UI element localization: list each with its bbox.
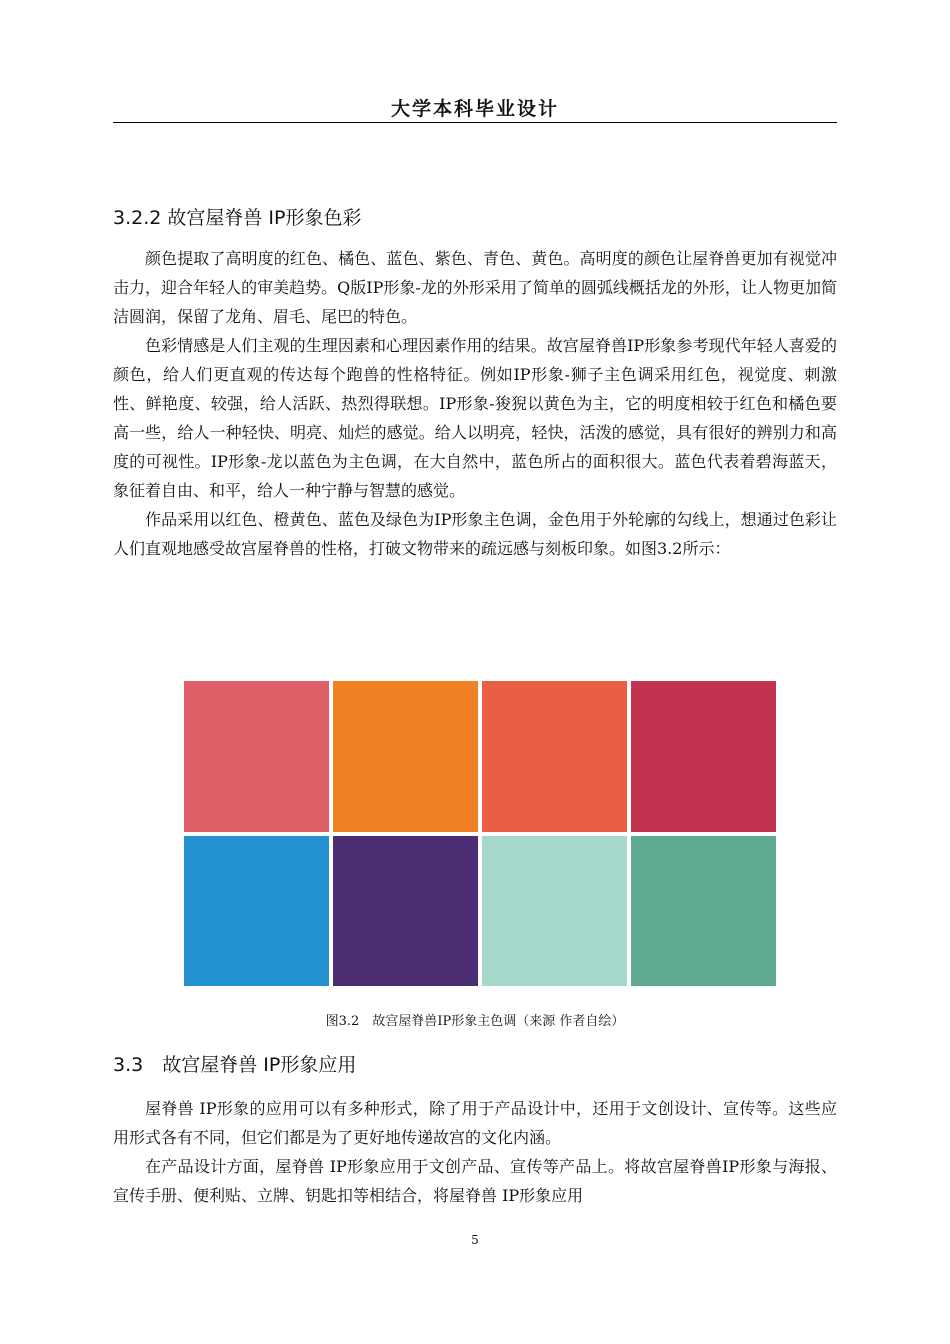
section-3-2-2-body xyxy=(113,244,837,563)
paragraph: 颜色提取了高明度的红色、橘色、蓝色、紫色、青色、黄色。高明度的颜色让屋脊兽更加有视觉冲击力，迎合年轻人的审美趋势。Q版IP形象-龙的外形采用了简单的圆弧线概括龙的外形，让人物更加简洁圆润，保留了龙角、眉毛、尾巴的特色。 xyxy=(113,249,837,326)
swatch-mint xyxy=(482,836,627,987)
swatch-orange xyxy=(333,681,478,832)
paragraph: 屋脊兽 IP形象的应用可以有多种形式，除了用于产品设计中，还用于文创设计、宣传等。这些应用形式各有不同，但它们都是为了更好地传递故宫的文化内涵。 xyxy=(113,1099,837,1147)
swatch-red xyxy=(184,681,329,832)
swatch-blue xyxy=(184,836,329,987)
swatch-teal-green xyxy=(631,836,776,987)
page-number: 5 xyxy=(471,1233,479,1247)
section-heading-3-3: 3.3 故宫屋脊兽 IP形象应用 xyxy=(113,1054,357,1076)
paragraph: 色彩情感是人们主观的生理因素和心理因素作用的结果。故宫屋脊兽IP形象参考现代年轻人喜爱的颜色，给人们更直观的传达每个跑兽的性格特征。例如IP形象-狮子主色调采用红色，视觉度、刺激性、鲜艳度、较强，给人活跃、热烈得联想。IP形象-狻猊以黄色为主，它的明度相较于红色和橘色要高一些，给人一种轻快、明亮、灿烂的感觉。给人以明亮，轻快，活泼的感觉，具有很好的辨别力和高度的可视性。IP形象-龙以蓝色为主色调，在大自然中，蓝色所占的面积很大。蓝色代表着碧海蓝天，象征着自由、和平，给人一种宁静与智慧的感觉。 xyxy=(113,336,837,500)
swatch-crimson xyxy=(631,681,776,832)
section-3-3-body xyxy=(113,1094,837,1210)
paragraph: 在产品设计方面，屋脊兽 IP形象应用于文创产品、宣传等产品上。将故宫屋脊兽IP形象与海报、宣传手册、便利贴、立牌、钥匙扣等相结合，将屋脊兽 IP形象应用 xyxy=(113,1157,837,1205)
figure-caption: 图3.2 故宫屋脊兽IP形象主色调（来源 作者自绘） xyxy=(325,1014,625,1029)
color-swatch-figure xyxy=(184,681,776,986)
page-header-title: 大学本科毕业设计 xyxy=(390,98,559,120)
swatch-orange-red xyxy=(482,681,627,832)
section-heading-3-2-2: 3.2.2 故宫屋脊兽 IP形象色彩 xyxy=(113,207,362,229)
header-divider xyxy=(113,122,837,123)
swatch-purple xyxy=(333,836,478,987)
paragraph: 作品采用以红色、橙黄色、蓝色及绿色为IP形象主色调，金色用于外轮廓的勾线上，想通过色彩让人们直观地感受故宫屋脊兽的性格，打破文物带来的疏远感与刻板印象。如图3.2所示： xyxy=(113,510,837,558)
